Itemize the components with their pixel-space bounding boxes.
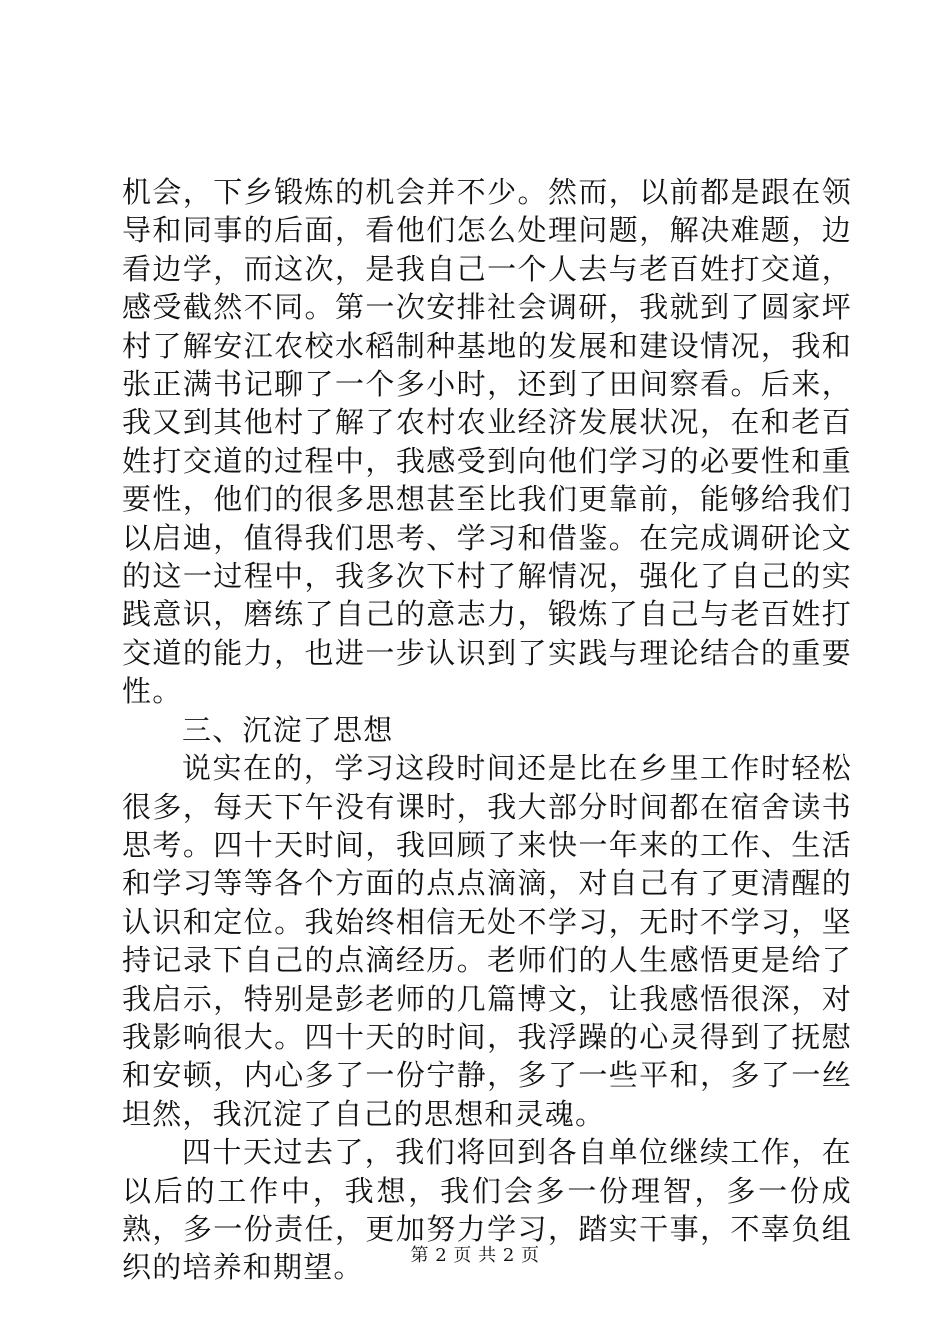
paragraph-conclusion: 四十天过去了，我们将回到各自单位继续工作，在以后的工作中，我想，我们会多一份理智，多一份成熟，多一份责任，更加努力学习，踏实干事，不辜负组织的培养和期望。	[122, 1135, 852, 1285]
paragraph-continued: 机会，下乡锻炼的机会并不少。然而，以前都是跟在领导和同事的后面，看他们怎么处理问题，解决难题，边看边学，而这次，是我自己一个人去与老百姓打交道，感受截然不同。第一次安排社会调研，我就到了圆家坪村了解安江农校水稻制种基地的发展和建设情况，我和张正满书记聊了一个多小时，还到了田间察看。后来，我又到其他村了解了农村农业经济发展状况，在和老百姓打交道的过程中，我感受到向他们学习的必要性和重要性，他们的很多思想甚至比我们更靠前，能够给我们以启迪，值得我们思考、学习和借鉴。在完成调研论文的这一过程中，我多次下村了解情况，强化了自己的实践意识，磨练了自己的意志力，锻炼了自己与老百姓打交道的能力，也进一步认识到了实践与理论结合的重要性。	[122, 175, 852, 709]
page-footer: 第 2 页 共 2 页	[410, 1245, 540, 1266]
document-body	[122, 173, 852, 1287]
paragraph-reflection: 说实在的，学习这段时间还是比在乡里工作时轻松很多，每天下午没有课时，我大部分时间都在宿舍读书思考。四十天时间，我回顾了来快一年来的工作、生活和学习等等各个方面的点点滴滴，对自己有了更清醒的认识和定位。我始终相信无处不学习，无时不学习，坚持记录下自己的点滴经历。老师们的人生感悟更是给了我启示，特别是彭老师的几篇博文，让我感悟很深，对我影响很大。四十天的时间，我浮躁的心灵得到了抚慰和安顿，内心多了一份宁静，多了一些平和，多了一丝坦然，我沉淀了自己的思想和灵魂。	[122, 751, 852, 1131]
section-heading: 三、沉淀了思想	[182, 712, 394, 747]
